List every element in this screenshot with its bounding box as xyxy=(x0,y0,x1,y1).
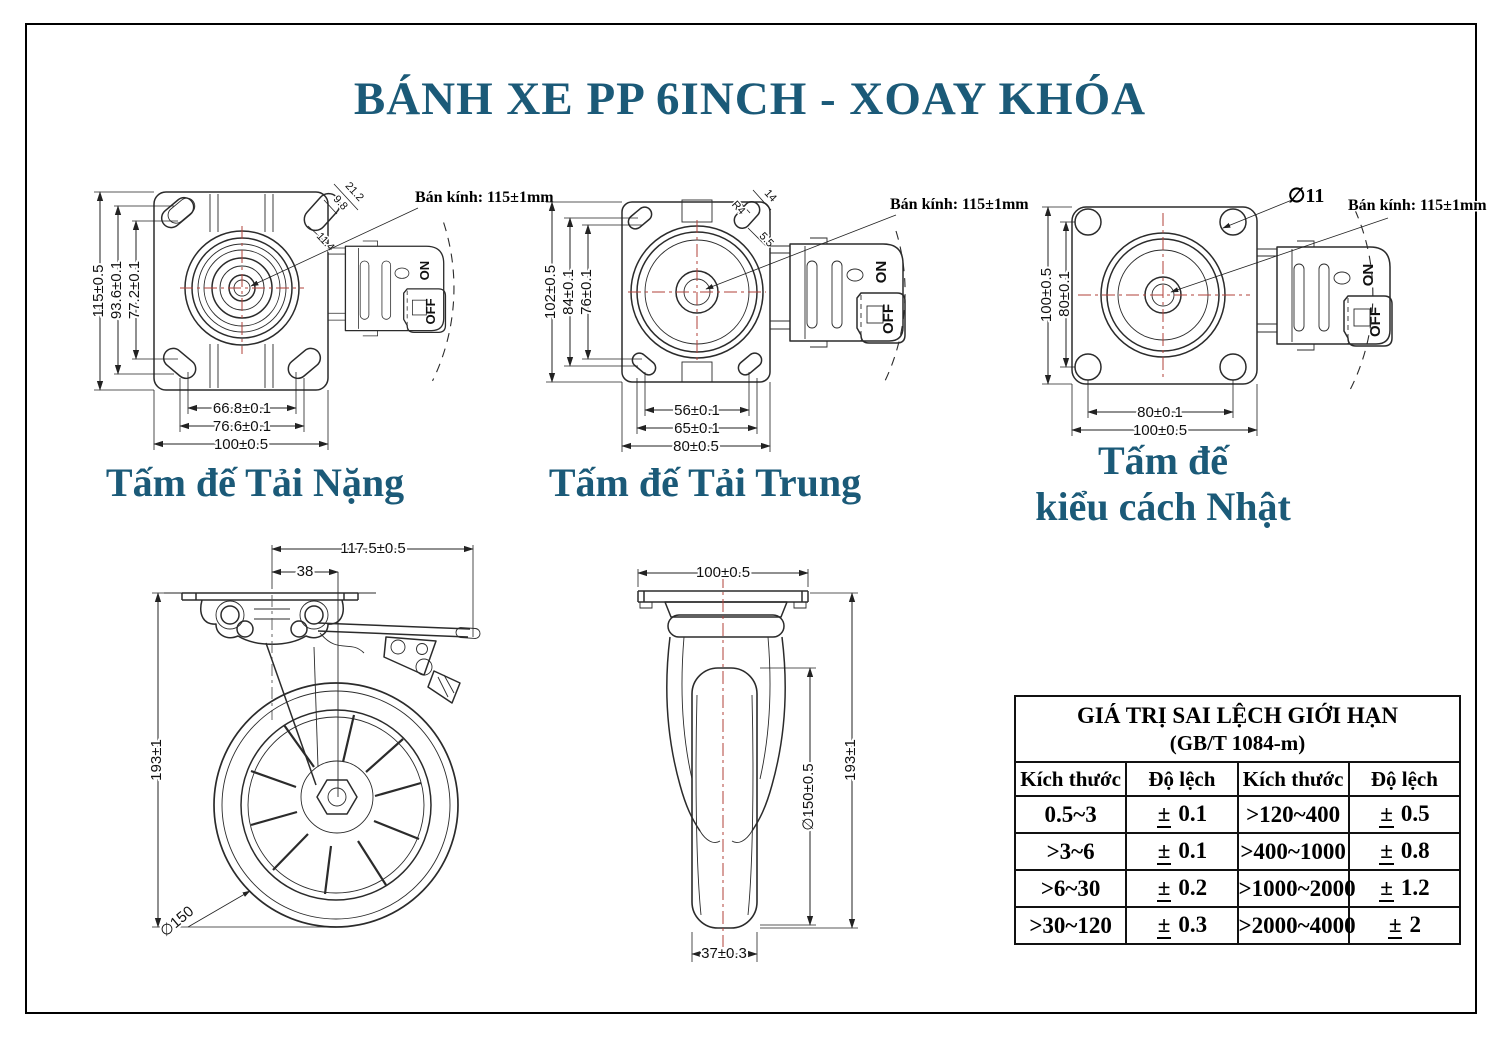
caption-japan-line1: Tấm đế xyxy=(1098,438,1228,483)
slot-length-dim: 14 xyxy=(761,187,779,205)
dimensions xyxy=(90,192,328,453)
tolerance-table-header-row xyxy=(1015,762,1460,796)
swivel-raceway-circles xyxy=(628,220,766,364)
dimensions xyxy=(638,564,859,962)
corner-slot-detail xyxy=(300,180,366,254)
deviation: ± 0.2 xyxy=(1126,870,1237,907)
radius-note: Bán kính: 115±1mm xyxy=(1348,197,1487,214)
plus-minus-sign: ± xyxy=(1157,912,1171,938)
medium-plate-drawing xyxy=(540,158,1029,460)
slot-radius-dim: R4 xyxy=(729,198,748,218)
front-view-drawing xyxy=(588,535,920,987)
radius-note: Bán kính: 115±1mm xyxy=(890,196,1029,213)
size-range: >1000~2000 xyxy=(1238,870,1349,907)
offset-dim: 38 xyxy=(296,563,314,580)
tolerance-table-title: GIÁ TRỊ SAI LỆCH GIỚI HẠN xyxy=(1076,702,1398,728)
size-range: >6~30 xyxy=(1015,870,1126,907)
table-row xyxy=(1015,907,1460,944)
swivel-raceway-circles xyxy=(180,226,304,354)
deviation: ± 0.8 xyxy=(1349,833,1460,870)
deviation: ± 0.1 xyxy=(1126,796,1237,833)
deviation: ± 0.5 xyxy=(1349,796,1460,833)
deviation: ± 2 xyxy=(1349,907,1460,944)
slot-span-dim: 11.4 xyxy=(313,230,337,254)
bolt-height-outer-dim: 84±0.1 xyxy=(560,269,577,315)
wheel xyxy=(214,683,458,927)
caption-japan-plate xyxy=(1000,438,1326,530)
plus-minus-sign: ± xyxy=(1157,838,1171,864)
plus-minus-sign: ± xyxy=(1380,875,1393,901)
wheel-width-dim: 37±0.3 xyxy=(701,945,747,962)
plate-width-dim: 100±0.5 xyxy=(213,436,269,453)
col-header-size-1: Kích thước xyxy=(1015,762,1126,796)
plate-width-dim: 100±0.5 xyxy=(1132,422,1188,439)
height-dim: 193±1 xyxy=(148,739,165,781)
slot-length-dim: 21.2 xyxy=(342,180,366,204)
japan-plate-drawing xyxy=(1030,158,1490,460)
side-view-drawing xyxy=(118,535,604,980)
top-plate xyxy=(164,593,376,600)
wheel-spokes xyxy=(251,715,421,894)
wheel-dia-dim: ∅150±0.5 xyxy=(800,763,817,831)
col-header-size-2: Kích thước xyxy=(1238,762,1349,796)
table-row xyxy=(1015,870,1460,907)
page-title: BÁNH XE PP 6INCH - XOAY KHÓA xyxy=(353,73,1147,125)
tolerance-table-subtitle: (GB/T 1084-m) xyxy=(1169,731,1306,756)
radius-note: Bán kính: 115±1mm xyxy=(415,189,554,206)
slot-width-dim: 9.8 xyxy=(330,193,350,213)
plate-width-dim: 80±0.5 xyxy=(673,438,719,455)
col-header-dev-2: Độ lệch xyxy=(1349,762,1460,796)
slot-width-dim: 5.5 xyxy=(756,230,776,250)
size-range: >30~120 xyxy=(1015,907,1126,944)
plate-height-dim: 100±0.5 xyxy=(1038,267,1055,323)
plate-width-dim: 100±0.5 xyxy=(695,564,751,581)
tolerance-table-title-cell xyxy=(1015,696,1460,762)
plate-height-dim: 115±0.5 xyxy=(90,264,107,318)
deviation: ± 1.2 xyxy=(1349,870,1460,907)
caption-japan-line2: kiểu cách Nhật xyxy=(1035,484,1291,529)
col-header-dev-1: Độ lệch xyxy=(1126,762,1237,796)
table-row xyxy=(1015,833,1460,870)
plus-minus-sign: ± xyxy=(1380,801,1393,827)
bolt-height-inner-dim: 77.2±0.1 xyxy=(126,260,143,320)
tolerance-table xyxy=(1014,695,1461,945)
bolt-height-dim: 80±0.1 xyxy=(1056,271,1073,317)
swivel-radius-arc xyxy=(1350,210,1373,390)
wheel-tread xyxy=(692,575,757,947)
bolt-width-inner-dim: 66.8±0.1 xyxy=(212,400,272,417)
bolt-width-outer-dim: 76.6±0.1 xyxy=(212,418,272,435)
corner-slot-detail xyxy=(729,187,779,249)
total-width-dim: 117.5±0.5 xyxy=(340,540,406,557)
plus-minus-sign: ± xyxy=(1157,875,1171,901)
bolt-width-inner-dim: 56±0.1 xyxy=(674,402,720,419)
caption-heavy-plate: Tấm đế Tải Nặng xyxy=(105,460,405,505)
plus-minus-sign: ± xyxy=(1157,801,1171,827)
drawing-sheet: BÁNH XE PP 6INCH - XOAY KHÓA ON OFF 21.2 9.8 11.4 Bán kính: 115±1mm 115±0.5 93.6±0.1 77.2±0.1 66.8±0.1 76.6±0.1 100±0.5 14 R4 5.5 Bán kính: 115±1mm 102±0.5 84±0.1 76±0.1 56±0.1 65±0.1 80±0.5 ∅11 Bán kính: 115±1mm 100±0.5 80±0.1 80±0.1 100±0.5 Tấm đế Tải Nặng Tấm đế Tải Trung Tấm đế kiểu cách Nhật 117.5±0.5 38 193±1 ∅150 100±0.5 ∅150±0.5 193±1 37±0.3 GIÁ TRỊ SAI LỆCH GIỚI HẠN (GB/T 1084-m) Kích thước Độ lệch Kích thước Độ lệch 0.5~3 ± 0.1 >120~400 ± 0.5 >3~6 ± 0.1 >400~1000 ± 0.8 >6~30 ± 0.2 >1000~2000 ± 1.2 >30~120 ± 0.3 >2000~4000 ± 2 xyxy=(0,0,1500,1037)
plus-minus-sign: ± xyxy=(1388,912,1402,938)
bolt-height-outer-dim: 93.6±0.1 xyxy=(108,260,125,320)
swivel-raceway-circles xyxy=(1078,213,1250,378)
size-range: >400~1000 xyxy=(1238,833,1349,870)
wheel-dia-dim: ∅150 xyxy=(157,902,198,941)
mounting-plate xyxy=(622,200,770,382)
table-row xyxy=(1015,796,1460,833)
bolt-width-outer-dim: 65±0.1 xyxy=(674,420,720,437)
size-range: 0.5~3 xyxy=(1015,796,1126,833)
fork-leg xyxy=(266,572,338,797)
bolt-height-inner-dim: 76±0.1 xyxy=(578,269,595,315)
bolt-width-dim: 80±0.1 xyxy=(1137,404,1183,421)
height-dim: 193±1 xyxy=(842,739,859,781)
plate-height-dim: 102±0.5 xyxy=(542,264,559,320)
deviation: ± 0.1 xyxy=(1126,833,1237,870)
mounting-plate xyxy=(154,192,328,390)
plus-minus-sign: ± xyxy=(1380,838,1393,864)
hole-dia-label: ∅11 xyxy=(1288,185,1325,207)
caption-medium-plate: Tấm đế Tải Trung xyxy=(548,460,862,505)
swivel-housing xyxy=(665,602,787,637)
size-range: >3~6 xyxy=(1015,833,1126,870)
deviation: ± 0.3 xyxy=(1126,907,1237,944)
size-range: >2000~4000 xyxy=(1238,907,1349,944)
size-range: >120~400 xyxy=(1238,796,1349,833)
